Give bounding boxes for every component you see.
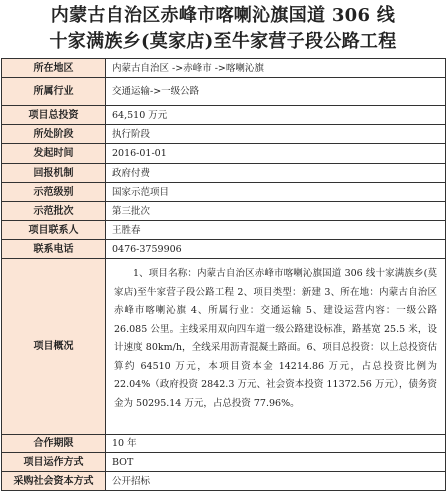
title-line-1: 内蒙古自治区赤峰市喀喇沁旗国道 306 线 bbox=[50, 5, 396, 26]
value-overview: 1、项目名称：内蒙古自治区赤峰市喀喇沁旗国道 306 线十家满族乡(莫家店)至牛家营子段公路工程 2、项目类型：新建 3、所在地：内蒙古自治区赤峰市喀喇沁旗 4、所属行业：交通运输 5、建设运营内容：一级公路 26.085 公里。主线采用双向四车道一级公路建设标准，路基宽 25.5 米，设计速度 80km/h，全线采用沥青混凝土路面。6、项目总投资：以上总投资估算约 64510 万元，本项目资本金 14214.86 万元，占总投资比例为 22.04%（政府投资 2842.3 万元、社会资本投资 11372.56 万元），债务资金为 50295.14 万元，占总投资 77.96%。 bbox=[106, 259, 446, 435]
value-stage: 执行阶段 bbox=[106, 125, 446, 144]
value-return-mechanism: 政府付费 bbox=[106, 164, 446, 183]
label-demo-batch: 示范批次 bbox=[2, 202, 106, 221]
project-info-table bbox=[1, 58, 446, 491]
label-phone: 联系电话 bbox=[2, 240, 106, 259]
label-stage: 所处阶段 bbox=[2, 125, 106, 144]
value-phone: 0476-3759906 bbox=[106, 240, 446, 259]
label-industry: 所属行业 bbox=[2, 78, 106, 106]
row-total-investment bbox=[2, 106, 446, 125]
row-start-time bbox=[2, 144, 446, 164]
label-cooperation-period: 合作期限 bbox=[2, 435, 106, 453]
row-operation-mode bbox=[2, 453, 446, 472]
row-industry bbox=[2, 78, 446, 106]
value-procurement-method: 公开招标 bbox=[106, 472, 446, 491]
row-return-mechanism bbox=[2, 164, 446, 183]
value-cooperation-period: 10 年 bbox=[106, 435, 446, 453]
value-total-investment: 64,510 万元 bbox=[106, 106, 446, 125]
value-demo-batch: 第三批次 bbox=[106, 202, 446, 221]
row-stage bbox=[2, 125, 446, 144]
document-title bbox=[0, 0, 446, 58]
row-region bbox=[2, 59, 446, 78]
label-overview: 项目概况 bbox=[2, 259, 106, 435]
label-demo-level: 示范级别 bbox=[2, 183, 106, 202]
value-demo-level: 国家示范项目 bbox=[106, 183, 446, 202]
label-operation-mode: 项目运作方式 bbox=[2, 453, 106, 472]
label-contact: 项目联系人 bbox=[2, 221, 106, 240]
value-industry: 交通运输->一级公路 bbox=[106, 78, 446, 106]
row-cooperation-period bbox=[2, 435, 446, 453]
value-region: 内蒙古自治区 ->赤峰市 ->喀喇沁旗 bbox=[106, 59, 446, 78]
label-total-investment: 项目总投资 bbox=[2, 106, 106, 125]
row-contact bbox=[2, 221, 446, 240]
row-demo-level bbox=[2, 183, 446, 202]
value-contact: 王胜春 bbox=[106, 221, 446, 240]
value-start-time: 2016-01-01 bbox=[106, 144, 446, 164]
value-operation-mode: BOT bbox=[106, 453, 446, 472]
row-procurement-method bbox=[2, 472, 446, 491]
label-region: 所在地区 bbox=[2, 59, 106, 78]
title-line-2: 十家满族乡(莫家店)至牛家营子段公路工程 bbox=[49, 31, 397, 52]
row-overview bbox=[2, 259, 446, 435]
row-phone bbox=[2, 240, 446, 259]
label-start-time: 发起时间 bbox=[2, 144, 106, 164]
label-return-mechanism: 回报机制 bbox=[2, 164, 106, 183]
row-demo-batch bbox=[2, 202, 446, 221]
label-procurement-method: 采购社会资本方式 bbox=[2, 472, 106, 491]
